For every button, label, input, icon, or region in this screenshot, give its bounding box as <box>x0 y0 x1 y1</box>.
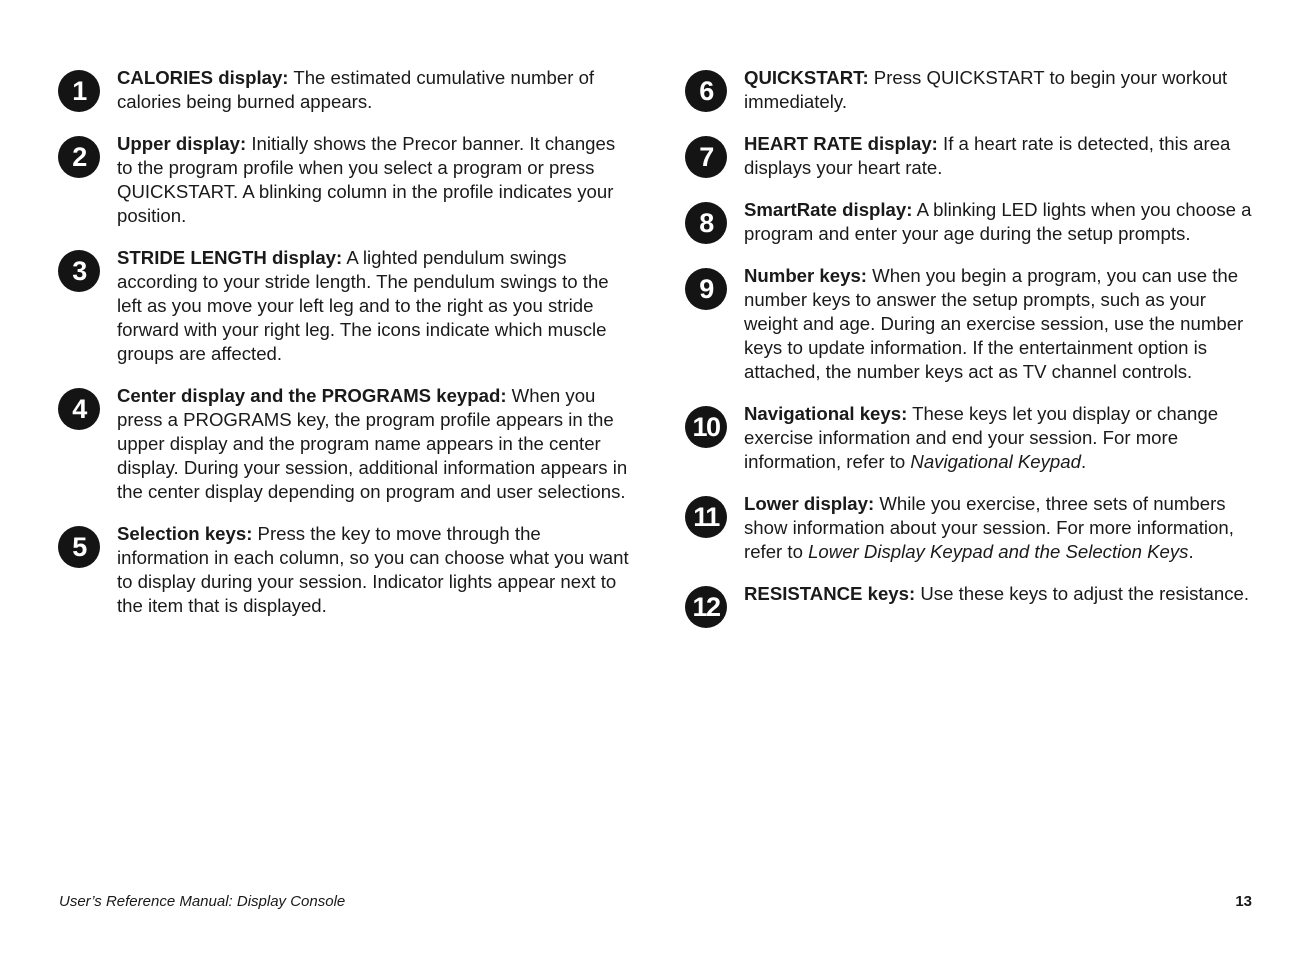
callout-description <box>744 198 1257 246</box>
callout-item-10 <box>685 402 1257 474</box>
callout-item-9 <box>685 264 1257 384</box>
callout-item-8 <box>685 198 1257 246</box>
callout-body: When you press a PROGRAMS key, the program profile appears in the upper display and the program name appears in the center display. During your session, additional information appears in the center display depending on program and user selections. <box>117 385 628 502</box>
callout-body: If a heart rate is detected, this area displays your heart rate. <box>744 133 1231 178</box>
left-column <box>58 66 630 636</box>
callout-label: HEART RATE display: <box>744 133 938 154</box>
callout-description <box>744 492 1257 564</box>
callout-body: Press the key to move through the information in each column, so you can choose what you want to display during your session. Indicator lights appear next to the item that is displayed. <box>117 523 629 616</box>
callout-description <box>744 132 1257 180</box>
callout-description <box>117 384 630 504</box>
callout-body: Use these keys to adjust the resistance. <box>915 583 1250 604</box>
callout-label: Number keys: <box>744 265 867 286</box>
callout-label: RESISTANCE keys: <box>744 583 916 604</box>
callout-description <box>744 264 1257 384</box>
callout-description <box>744 582 1257 606</box>
callout-number-badge: 11 <box>685 496 727 538</box>
callout-number-badge: 5 <box>58 526 100 568</box>
callout-label: CALORIES display: <box>117 67 289 88</box>
callout-description <box>117 522 630 618</box>
callout-label: STRIDE LENGTH display: <box>117 247 343 268</box>
callout-number-badge: 9 <box>685 268 727 310</box>
callout-number-badge: 4 <box>58 388 100 430</box>
callout-label: Upper display: <box>117 133 247 154</box>
callout-label: Center display and the PROGRAMS keypad: <box>117 385 507 406</box>
callout-number-badge: 12 <box>685 586 727 628</box>
callout-number-badge: 7 <box>685 136 727 178</box>
callout-number-badge: 1 <box>58 70 100 112</box>
callout-label: Lower display: <box>744 493 875 514</box>
callout-body-tail: . <box>1188 541 1194 562</box>
callout-item-1 <box>58 66 630 114</box>
callout-body: These keys let you display or change exercise information and end your session. For more information, refer to <box>744 403 1219 472</box>
callout-label: SmartRate display: <box>744 199 913 220</box>
callout-description <box>744 402 1257 474</box>
callout-item-4 <box>58 384 630 504</box>
callout-label: Navigational keys: <box>744 403 908 424</box>
callout-item-3 <box>58 246 630 366</box>
callout-body: When you begin a program, you can use the number keys to answer the setup prompts, such as your weight and age. During an exercise session, use the number keys to update information. If the entertainment option is attached, the number keys act as TV channel controls. <box>744 265 1244 382</box>
callout-body: A lighted pendulum swings according to your stride length. The pendulum swings to the left as you move your left leg and to the right as you stride forward with your right leg. The icons indicate which muscle groups are affected. <box>117 247 609 364</box>
callout-body: A blinking LED lights when you choose a program and enter your age during the setup prompts. <box>744 199 1252 244</box>
callout-label: Selection keys: <box>117 523 253 544</box>
cross-reference: Lower Display Keypad and the Selection Keys <box>808 541 1189 562</box>
callout-body: Initially shows the Precor banner. It changes to the program profile when you select a program or press QUICKSTART. A blinking column in the profile indicates your position. <box>117 133 616 226</box>
callout-item-7 <box>685 132 1257 180</box>
callout-item-12 <box>685 582 1257 626</box>
cross-reference: Navigational Keypad <box>910 451 1081 472</box>
callout-body: While you exercise, three sets of numbers show information about your session. For more information, refer to <box>744 493 1234 562</box>
callout-description <box>117 132 630 228</box>
callout-body: Press QUICKSTART to begin your workout immediately. <box>744 67 1228 112</box>
callout-number-badge: 6 <box>685 70 727 112</box>
callout-description <box>744 66 1257 114</box>
callout-item-5 <box>58 522 630 618</box>
right-column <box>685 66 1257 644</box>
callout-number-badge: 8 <box>685 202 727 244</box>
callout-number-badge: 3 <box>58 250 100 292</box>
callout-description <box>117 66 630 114</box>
callout-item-11 <box>685 492 1257 564</box>
callout-body-tail: . <box>1080 451 1087 472</box>
callout-description <box>117 246 630 366</box>
footer-document-title: User’s Reference Manual: Display Console <box>59 893 346 910</box>
callout-body: The estimated cumulative number of calories being burned appears. <box>117 67 595 112</box>
callout-number-badge: 10 <box>685 406 727 448</box>
page-number: 13 <box>1235 893 1252 910</box>
callout-label: QUICKSTART: <box>744 67 869 88</box>
callout-number-badge: 2 <box>58 136 100 178</box>
callout-item-6 <box>685 66 1257 114</box>
callout-item-2 <box>58 132 630 228</box>
